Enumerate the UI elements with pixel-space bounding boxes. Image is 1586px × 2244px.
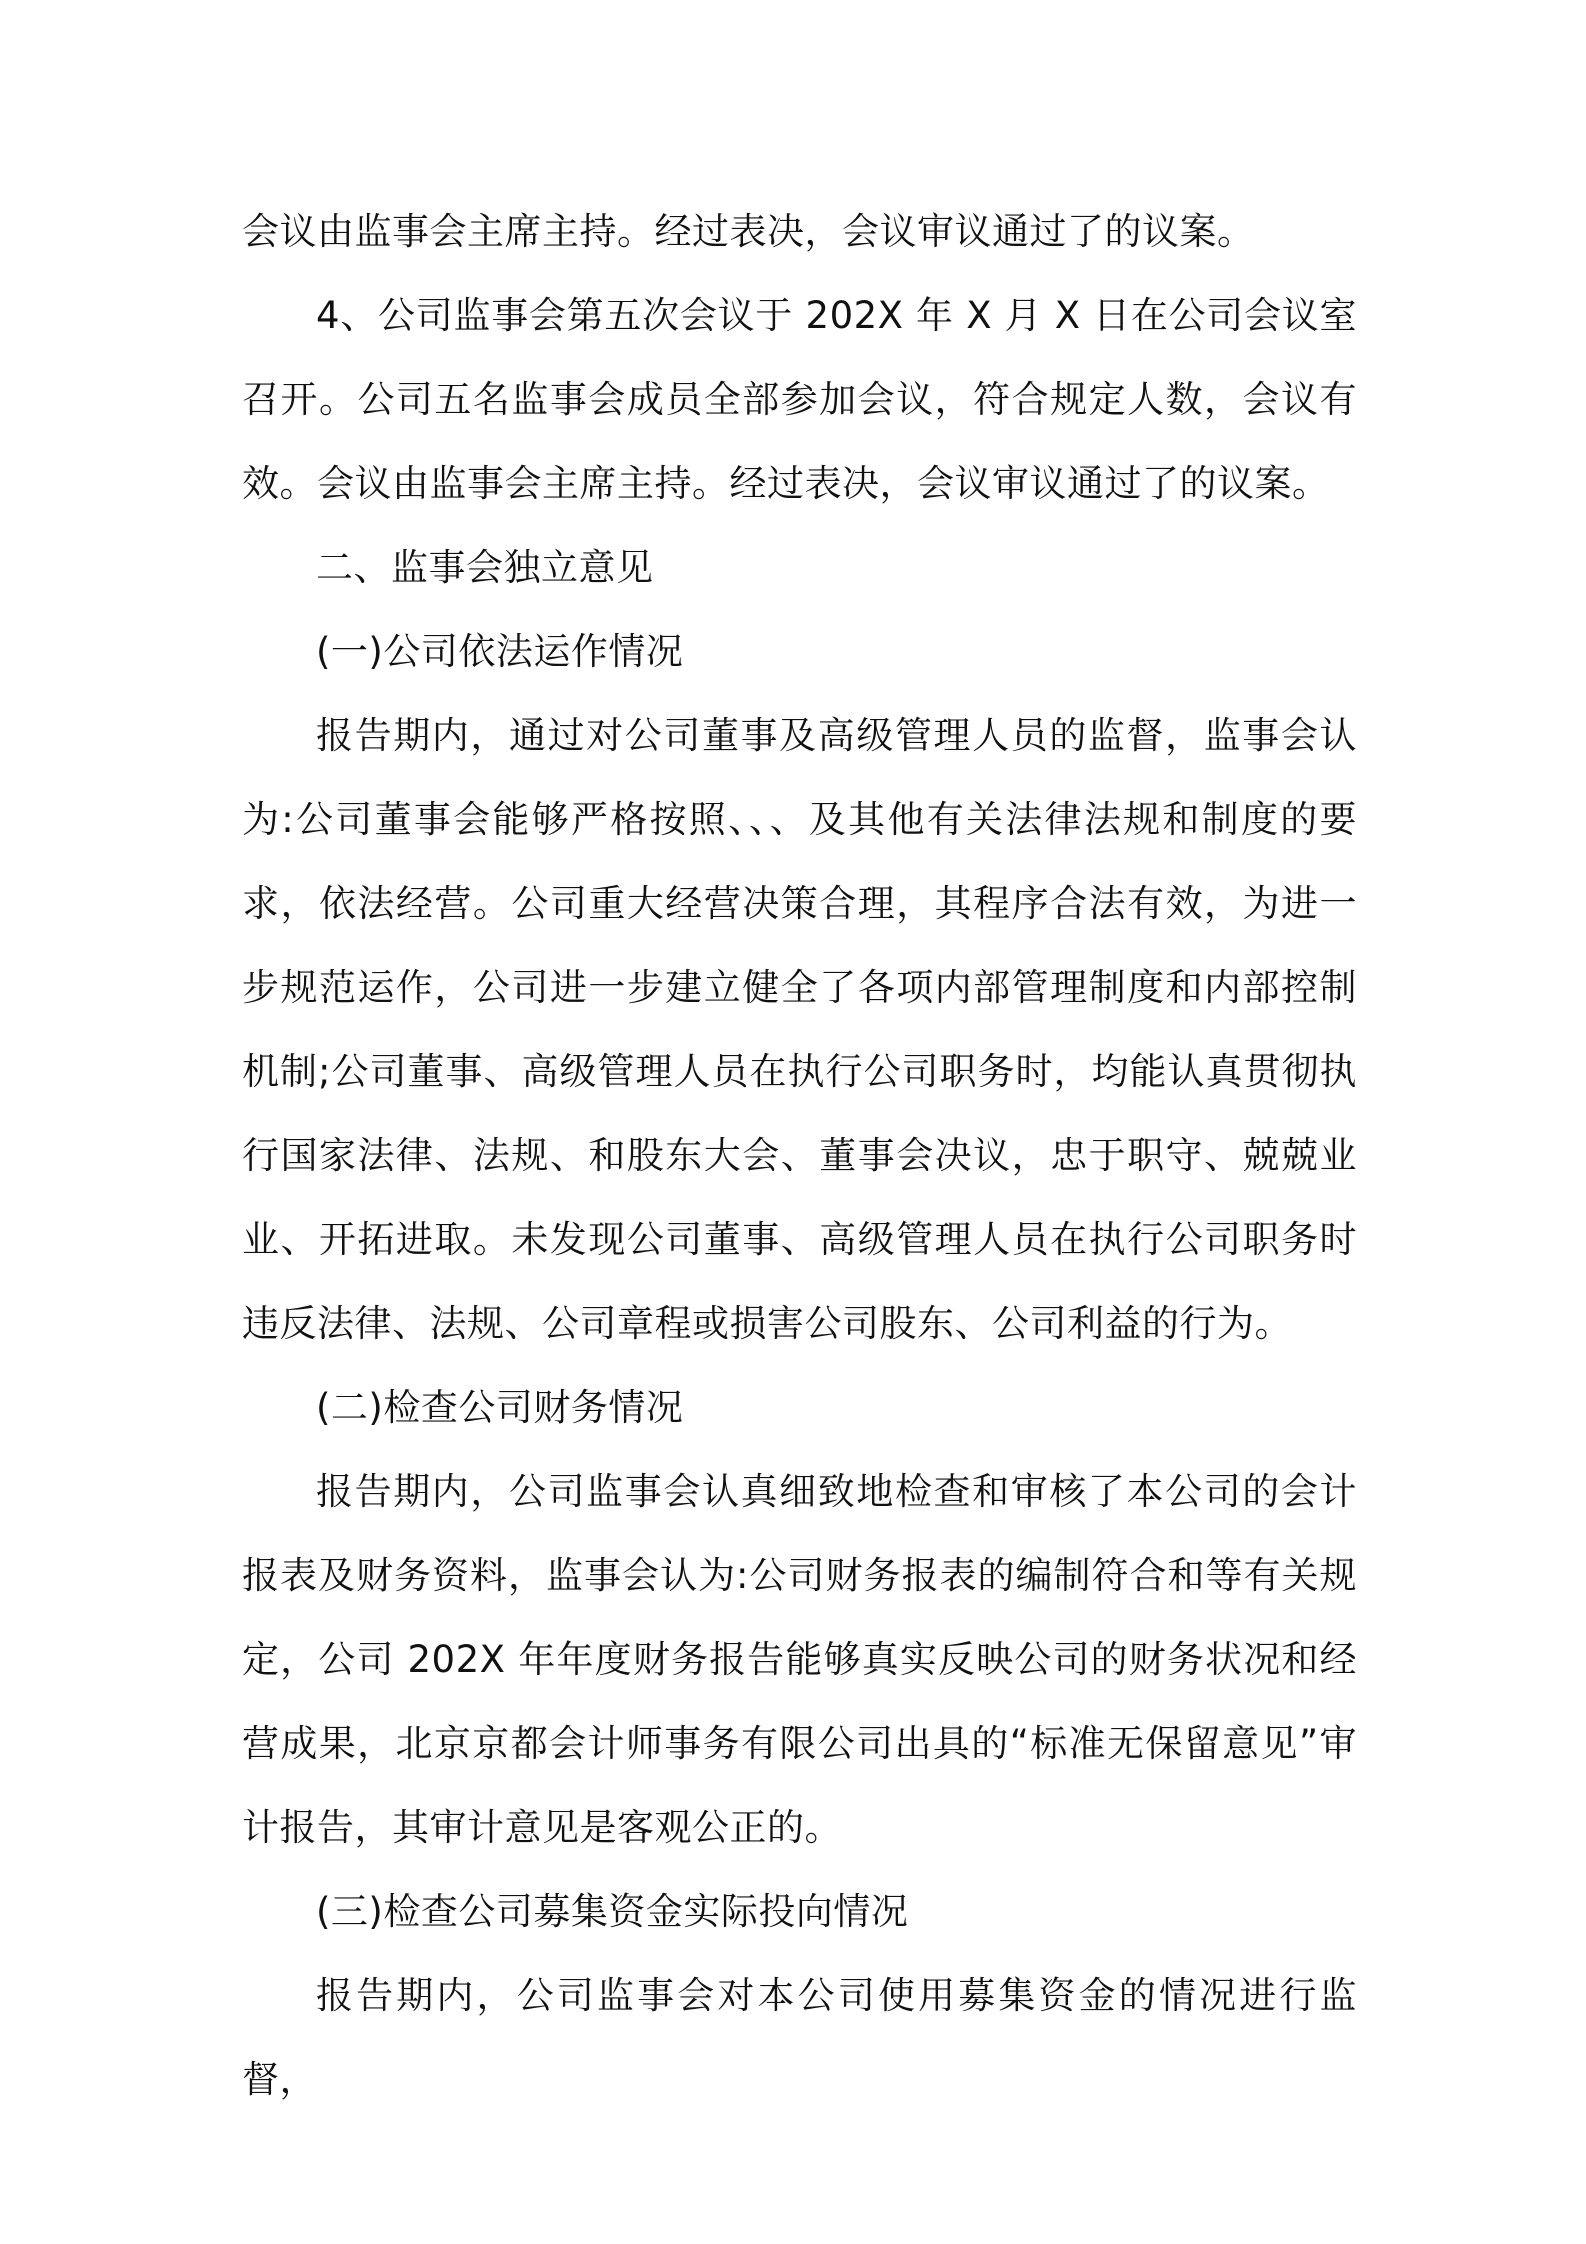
paragraph-meeting-host: 会议由监事会主席主持。经过表决，会议审议通过了的议案。 <box>242 210 1255 253</box>
paragraph-financial-check: 报告期内，公司监事会认真细致地检查和审核了本公司的会计报表及财务资料，监事会认为:公司财务报表的编制符合和等有关规定，公司 202X 年年度财务报告能够真实反映公司的财务状况和经营成果，北京京都会计师事务有限公司出具的“标准无保留意见”审计报告，其审计意见是客观公正的。 <box>242 1470 1357 1849</box>
subsection-heading-legal-operation: (一)公司依法运作情况 <box>316 630 684 673</box>
paragraph-raised-funds: 报告期内，公司监事会对本公司使用募集资金的情况进行监督， <box>242 1974 1357 2101</box>
document-body <box>242 190 1357 2122</box>
subsection-heading-financial-check: (二)检查公司财务情况 <box>316 1386 684 1429</box>
subsection-heading-raised-funds: (三)检查公司募集资金实际投向情况 <box>316 1890 909 1933</box>
paragraph-legal-operation: 报告期内，通过对公司董事及高级管理人员的监督，监事会认为:公司董事会能够严格按照、、、及其他有关法律法规和制度的要求，依法经营。公司重大经营决策合理，其程序合法有效，为进一步规范运作，公司进一步建立健全了各项内部管理制度和内部控制机制;公司董事、高级管理人员在执行公司职务时，均能认真贯彻执行国家法律、法规、和股东大会、董事会决议，忠于职守、兢兢业业、开拓进取。未发现公司董事、高级管理人员在执行公司职务时违反法律、法规、公司章程或损害公司股东、公司利益的行为。 <box>242 714 1357 1345</box>
paragraph-fifth-meeting: 4、公司监事会第五次会议于 202X 年 X 月 X 日在公司会议室召开。公司五名监事会成员全部参加会议，符合规定人数，会议有效。会议由监事会主席主持。经过表决，会议审议通过了的议案。 <box>242 294 1357 505</box>
section-heading-independent-opinion: 二、监事会独立意见 <box>316 546 654 589</box>
